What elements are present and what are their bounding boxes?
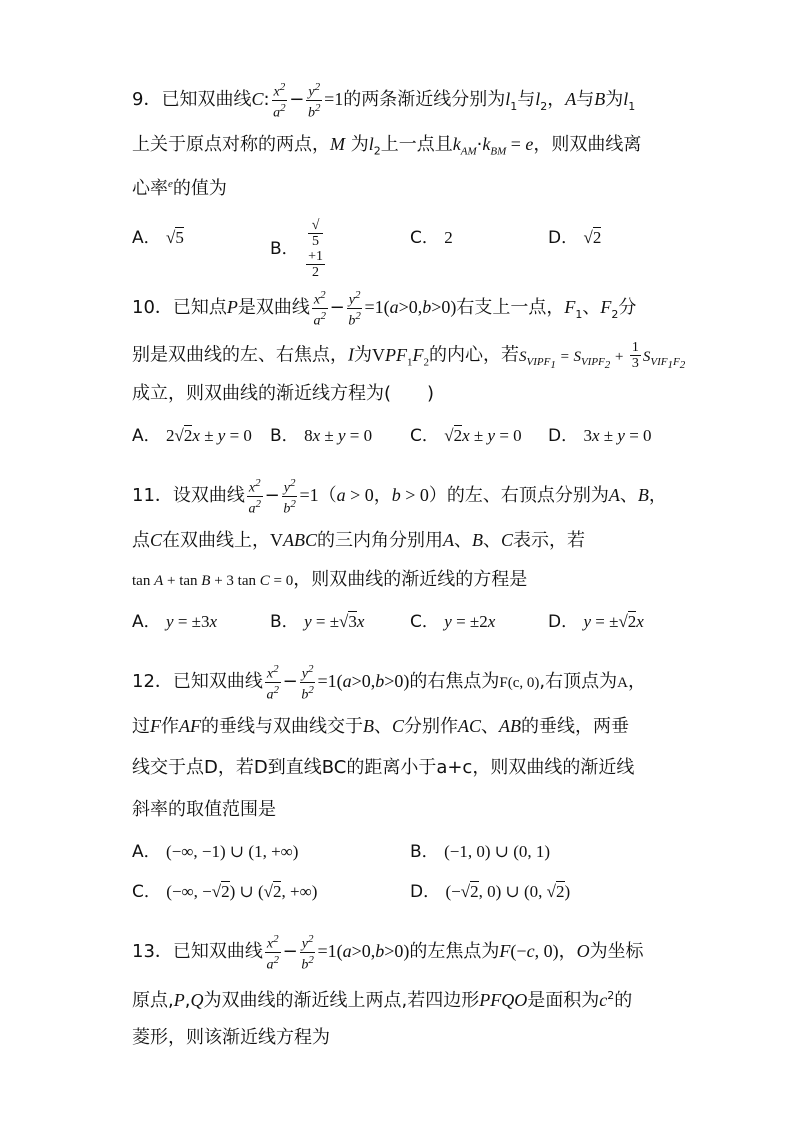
q11-text: ，则双曲线的渐近线的方程是: [293, 569, 528, 590]
q11-text: 、: [619, 485, 638, 507]
q9-text: 上关于原点对称的两点，: [132, 134, 330, 155]
q9-text: 的两条渐近线分别为: [343, 89, 506, 111]
q9-line3: 心率$^e$的值为: [132, 178, 227, 199]
q12-text: 分别作: [404, 716, 459, 737]
q11-text: ，: [648, 485, 667, 507]
q9-text: 的值为: [172, 178, 227, 199]
q11-text: ，: [373, 485, 392, 507]
q10-line3: [132, 382, 434, 406]
q9-text: 为: [350, 134, 369, 155]
q11-option-a: A． y = ±3x: [132, 612, 218, 632]
q10-option-c: C． √2x ± y = 0: [410, 426, 522, 446]
q12-text: 的右焦点为: [409, 671, 500, 693]
q9-text-and: 与: [517, 89, 536, 111]
q12-line1: 12．已知双曲线 $\frac{x^2}{a^2}$ − $\frac{y^2}{b^2}$ =1(a>0,b>0)的右焦点为F(c, 0),右顶点为A，: [132, 663, 646, 703]
q13-line3: [132, 1026, 330, 1050]
q10-line1: 10．已知点P是双曲线 $\frac{x^2}{a^2}$ − $\frac{y^2}{b^2}$ =1(a>0,b>0)右支上一点，$F_1$、$F_2$分: [132, 289, 637, 329]
q13-text: 为双曲线的渐近线上两点,若四边形: [203, 990, 480, 1011]
q11-option-b: B． y = ±√3x: [270, 612, 365, 632]
q10-line2: 别是双曲线的左、右焦点，I为$VPF_1F_2$的内心，若$S_{VIPF_1} = S_{VIPF_2}$ + $\frac{1}{3}$ $S_{VIF_1F_2}$: [132, 340, 686, 371]
q9-text: 上一点且: [380, 134, 453, 155]
q12-stem: 12．已知双曲线: [132, 671, 263, 693]
q11-line2: 点C在双曲线上，VABC的三内角分别用A、B、C表示，若: [132, 530, 586, 551]
q11-option-d: D． y = ±√2x: [548, 612, 644, 632]
q10-text: 为: [354, 344, 372, 366]
q13-line2: 原点,P,Q为双曲线的渐近线上两点,若四边形PFQO是面积为$c^2$的: [132, 989, 633, 1011]
q9-option-a: A． √5: [132, 228, 184, 248]
q12-line2: 过F作AF的垂线与双曲线交于B、C分别作AC、AB的垂线，两垂: [132, 716, 630, 737]
q9-comma: ，: [547, 89, 566, 111]
q10-text: 是双曲线: [237, 297, 310, 319]
q9-option-b: B． √ 5 +1 2: [270, 218, 323, 280]
frac: $\frac{x^2}{a^2}$: [273, 81, 286, 121]
q10-text: 、: [582, 297, 601, 319]
q10-text: 的内心，若: [429, 344, 519, 366]
q10-stem: 10．已知点: [132, 297, 227, 319]
q12-text: 的垂线，两垂: [521, 716, 630, 737]
q10-option-a: A． 2√2x ± y = 0: [132, 426, 252, 446]
q12-text: 斜率的取值范围是: [132, 799, 276, 820]
q12-text: 作: [161, 716, 179, 737]
q13-text: 为坐标: [589, 941, 644, 963]
q13-stem: 13．已知双曲线: [132, 941, 263, 963]
q9-text: ，则双曲线离: [533, 134, 642, 155]
q11-line1: 11．设双曲线 $\frac{x^2}{a^2}$ − $\frac{y^2}{b^2}$ =1（a > 0，b > 0）的左、右顶点分别为A、B，: [132, 477, 667, 517]
q13-text: 原点,: [132, 990, 174, 1011]
q12-line4: [132, 798, 276, 822]
q13-text: ，: [558, 941, 577, 963]
q11-line3: tan A + tan B + 3 tan C = 0，则双曲线的渐近线的方程是: [132, 569, 528, 590]
q12-text: ,右顶点为: [539, 671, 618, 693]
q12-option-c: C． (−∞, −√2) ∪ (√2, +∞): [132, 882, 318, 902]
q9-is: 为: [605, 89, 624, 111]
q9-line1: 9．已知双曲线C: $\frac{x^2}{a^2}$ − $\frac{y^2}{b^2}$ =1的两条渐近线分别为$l_1$与$l_2$，A与B为$l_1$: [132, 81, 636, 121]
q9-and: 与: [576, 89, 595, 111]
q10-text: 分: [618, 297, 637, 319]
q10-text: 别是双曲线的左、右焦点，: [132, 344, 348, 366]
q12-text: 线交于点D，若D到直线BC的距离小于a+c，则双曲线的渐近线: [132, 757, 635, 778]
q9-option-d: D． √2: [548, 228, 602, 248]
q13-text: 菱形，则该渐近线方程为: [132, 1027, 330, 1048]
q11-option-c: C． y = ±2x: [410, 612, 496, 632]
q11-text: 点: [132, 530, 150, 551]
q13-text: 的: [614, 990, 633, 1011]
q11-text: 在双曲线上，: [162, 530, 271, 551]
q12-option-a: A． (−∞, −1) ∪ (1, +∞): [132, 842, 299, 862]
q11-text: ）的左、右顶点分别为: [428, 485, 609, 507]
q13-text: 的左焦点为: [409, 941, 500, 963]
q13-line1: 13．已知双曲线 $\frac{x^2}{a^2}$ − $\frac{y^2}{b^2}$ =1(a>0,b>0)的左焦点为F(−c, 0)，O为坐标: [132, 933, 644, 973]
q10-text: 右支上一点，: [456, 297, 565, 319]
q11-text: （: [318, 485, 337, 507]
q10-option-b: B． 8x ± y = 0: [270, 426, 373, 446]
q9-line2: 上关于原点对称的两点，M 为$l_2$上一点且$k_{AM}\cdot k_{BM} = e$，则双曲线离: [132, 134, 642, 158]
q12-text: 过: [132, 716, 150, 737]
q12-option-d: D． (−√2, 0) ∪ (0, √2): [410, 882, 571, 902]
q9-option-c: C． 2: [410, 228, 453, 248]
q12-text: ，: [627, 671, 646, 693]
q11-text: 表示，若: [513, 530, 586, 551]
q10-text: 成立，则双曲线的渐近线方程为( ): [132, 383, 435, 404]
q12-option-b: B． (−1, 0) ∪ (0, 1): [410, 842, 551, 862]
q11-text: 的三内角分别用: [317, 530, 444, 551]
q10-option-d: D． 3x ± y = 0: [548, 426, 652, 446]
q12-text: 的垂线与双曲线交于: [201, 716, 363, 737]
q13-text: 是面积为: [527, 990, 600, 1011]
q9-stem: 9．已知双曲线: [132, 89, 252, 111]
q9-text: 心率: [132, 178, 168, 199]
q11-text: 、: [454, 530, 473, 551]
q11-text: 、: [483, 530, 502, 551]
q11-stem: 11．设双曲线: [132, 485, 245, 507]
q12-line3: [132, 756, 634, 780]
